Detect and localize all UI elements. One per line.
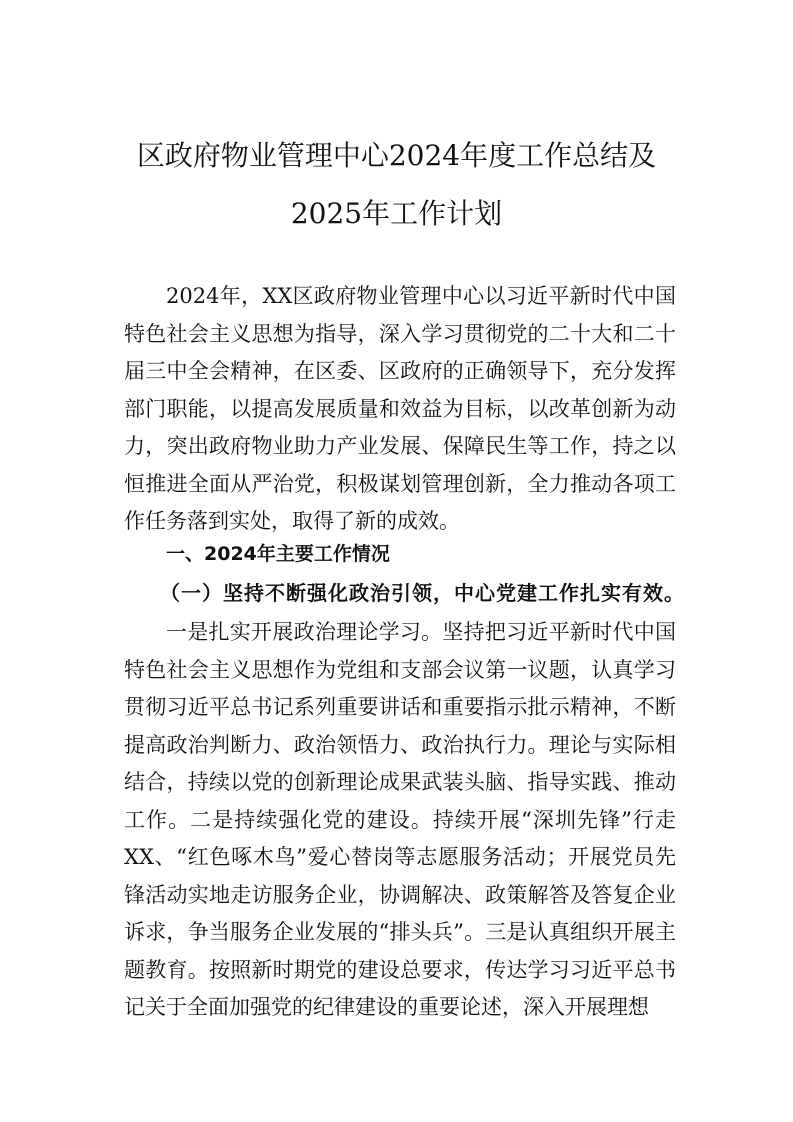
subsection-heading: （一）坚持不断强化政治引领，中心党建工作扎实有效。	[160, 581, 685, 605]
section-paragraph: 一是扎实开展政治理论学习。坚持把习近平新时代中国特色社会主义思想作为党组和支部会议第一议题，认真学习贯彻习近平总书记系列重要讲话和重要指示批示精神，不断提高政治判断力、政治领悟力、政治执行力。理论与实际相结合，持续以党的创新理论成果武装头脑、指导实践、推动工作。二是持续强化党的建设。持续开展“深圳先锋”行走XX、“红色啄木鸟”爱心替岗等志愿服务活动；开展党员先锋活动实地走访服务企业，协调解决、政策解答及答复企业诉求，争当服务企业发展的“排头兵”。三是认真组织开展主题教育。按照新时期党的建设总要求，传达学习习近平总书记关于全面加强党的纪律建设的重要论述，深入开展理想	[124, 620, 676, 1019]
section-heading: 一、2024年主要工作情况	[166, 543, 390, 565]
document-title-line-2: 2025年工作计划	[290, 197, 503, 230]
intro-paragraph: 2024年，XX区政府物业管理中心以习近平新时代中国特色社会主义思想为指导，深入学习贯彻党的二十大和二十届三中全会精神，在区委、区政府的正确领导下，充分发挥部门职能，以提高发展质量和效益为目标，以改革创新为动力，突出政府物业助力产业发展、保障民生等工作，持之以恒推进全面从严治党，积极谋划管理创新，全力推动各项工作任务落到实处，取得了新的成效。	[124, 284, 676, 533]
document-title-line-1: 区政府物业管理中心2024年度工作总结及	[136, 139, 657, 172]
